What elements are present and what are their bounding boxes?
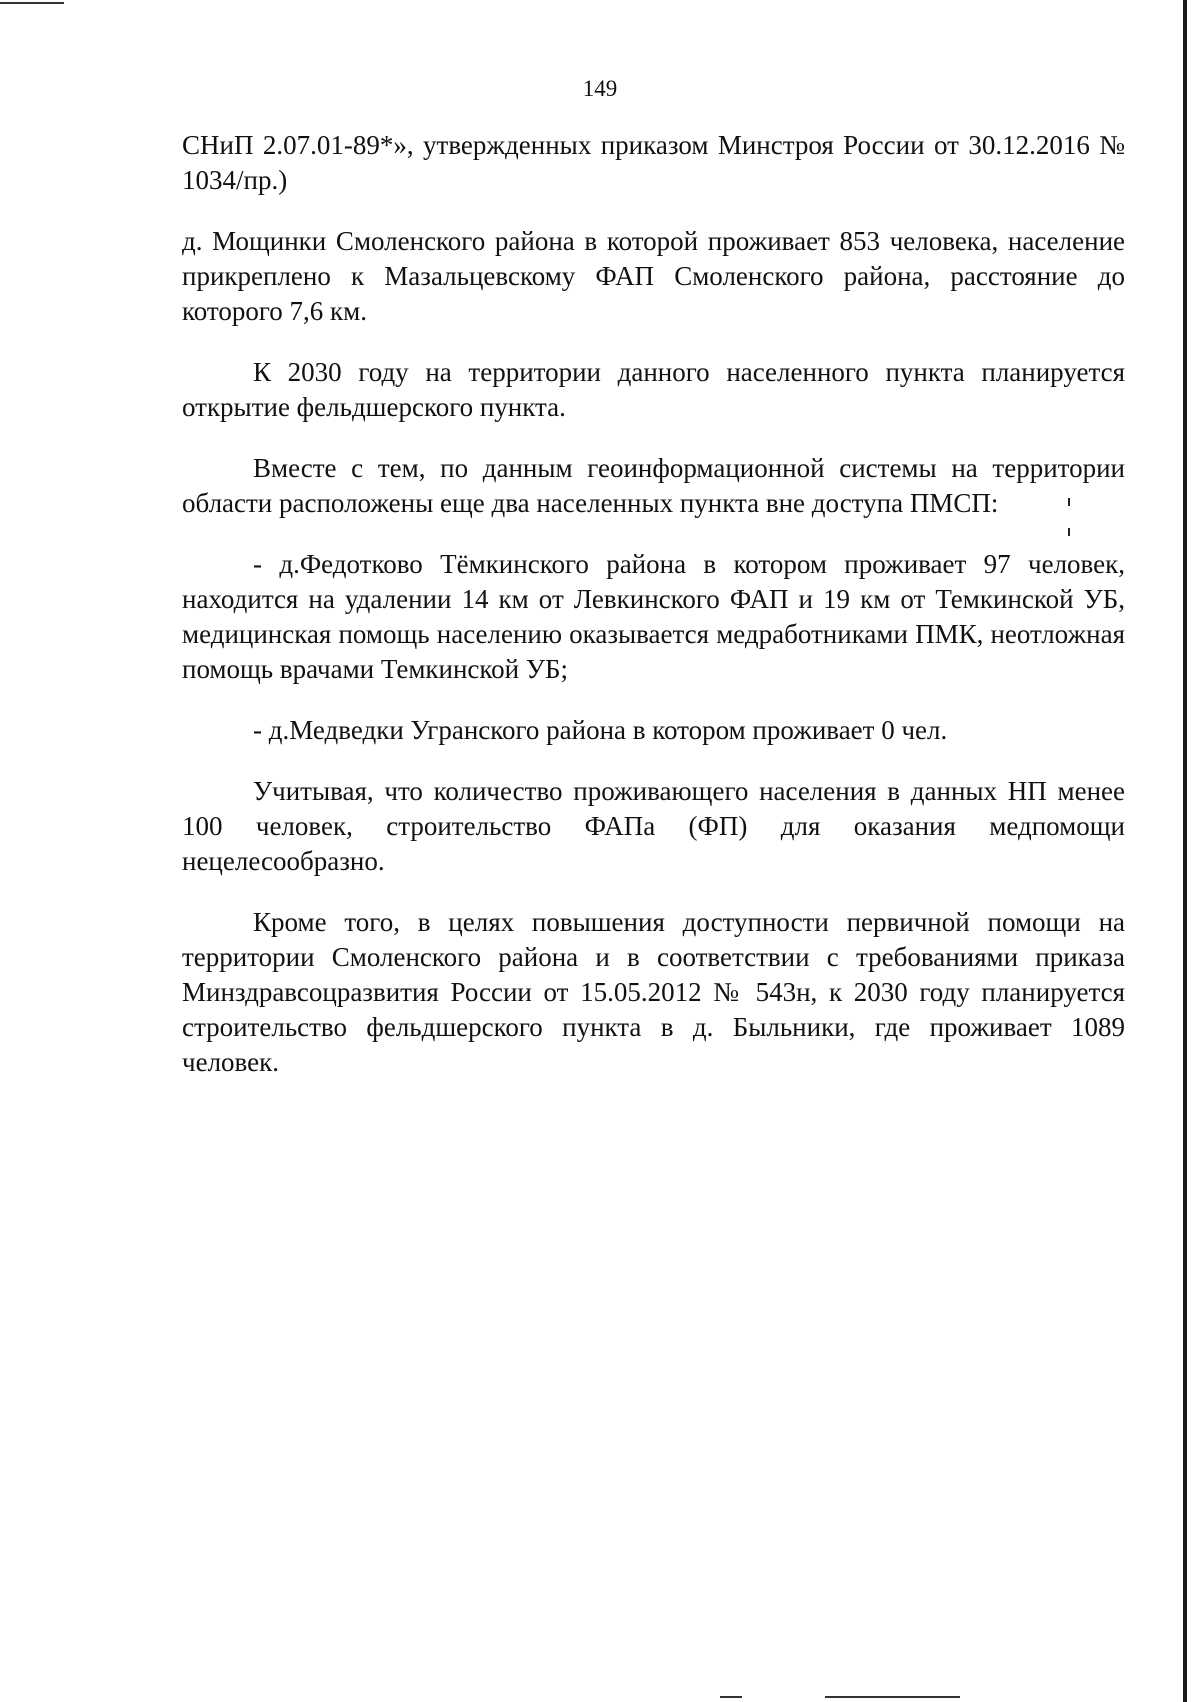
page-number: 149 bbox=[582, 76, 618, 101]
scan-mark-top-left bbox=[0, 2, 64, 4]
scan-mark-bottom-2 bbox=[825, 1696, 960, 1698]
paragraph-2030-plan: К 2030 году на территории данного населенного пункта планируется открытие фельдшерского пункта. bbox=[182, 357, 1125, 422]
paragraph-moshchinki: д. Мощинки Смоленского района в которой проживает 853 человека, население прикреплено к Мазальцевскому ФАП Смоленского района, расстояние до которого 7,6 км. bbox=[182, 226, 1125, 326]
paragraph-medvedki: - д.Медведки Угранского района в котором проживает 0 чел. bbox=[253, 715, 948, 745]
paragraph-conclusion: Учитывая, что количество проживающего населения в данных НП менее 100 человек, строительство ФАПа (ФП) для оказания медпомощи нецелесообразно. bbox=[182, 776, 1125, 876]
document-body bbox=[182, 128, 1125, 1106]
paragraph-bylniki: Кроме того, в целях повышения доступности первичной помощи на территории Смоленского района и в соответствии с требованиями приказа Минздравсоцразвития России от 15.05.2012 № 543н, к 2030 году планируется строительство фельдшерского пункта в д. Быльники, где проживает 1089 человек. bbox=[182, 907, 1125, 1077]
paragraph-snip-reference: СНиП 2.07.01-89*», утвержденных приказом Минстроя России от 30.12.2016 № 1034/пр.) bbox=[182, 130, 1125, 195]
scan-mark-bottom-1 bbox=[720, 1696, 742, 1698]
paragraph-fedotkovo: - д.Федотково Тёмкинского района в котором проживает 97 человек, находится на удалении 14 км от Левкинского ФАП и 19 км от Темкинской УБ, медицинская помощь населению оказывается медработниками ПМК, неотложная помощь врачами Темкинской УБ; bbox=[182, 549, 1125, 684]
paragraph-gis-data: Вместе с тем, по данным геоинформационной системы на территории области расположены еще два населенных пункта вне доступа ПМСП: bbox=[182, 453, 1125, 518]
scan-border-right bbox=[1183, 0, 1187, 1702]
